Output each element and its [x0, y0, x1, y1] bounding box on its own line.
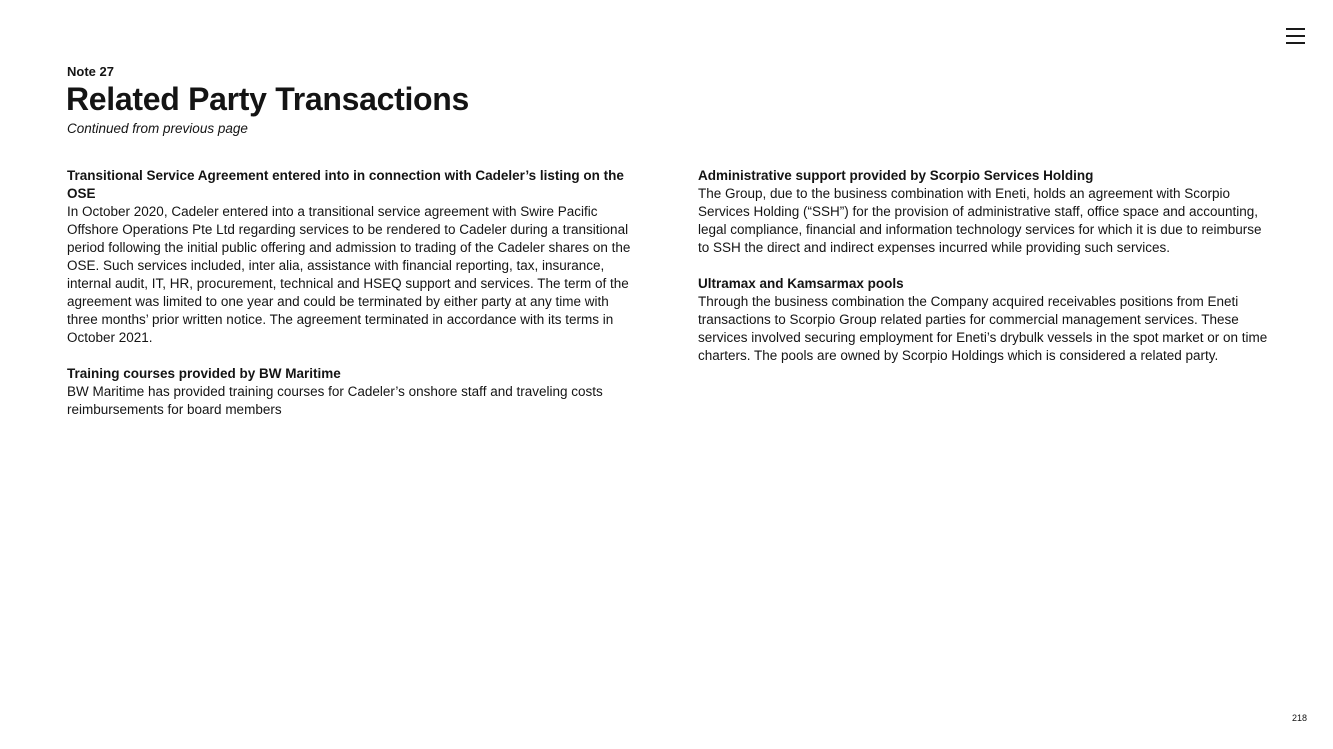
page-title: Related Party Transactions — [66, 81, 470, 117]
section-body: The Group, due to the business combination with Eneti, holds an agreement with Scorpio Services Holding (“SSH”) for the provision of administrative staff, office space and accounting, legal compliance, financial and information technology services for which it is due to reimburse to SSH the direct and indirect expenses incurred while providing such services. — [698, 186, 1262, 255]
section-heading: Transitional Service Agreement entered into in connection with Cadeler’s listing on the OSE — [67, 168, 624, 201]
hamburger-menu-icon[interactable] — [1286, 27, 1306, 45]
page-number: 218 — [1292, 713, 1308, 723]
section-ultramax-kamsarmax-pools — [698, 275, 1270, 365]
section-administrative-support — [698, 167, 1270, 257]
page-subtitle: Continued from previous page — [67, 121, 248, 136]
menu-line — [1286, 42, 1305, 44]
section-body: Through the business combination the Company acquired receivables positions from Eneti transactions to Scorpio Group related parties for commercial management services. These services involved securing employment for Eneti’s drybulk vessels in the spot market or on time charters. The pools are owned by Scorpio Holdings which is considered a related party. — [698, 294, 1268, 363]
section-heading: Ultramax and Kamsarmax pools — [698, 276, 904, 291]
menu-line — [1286, 35, 1305, 37]
note-label: Note 27 — [67, 64, 114, 79]
left-column — [67, 167, 639, 437]
section-transitional-service-agreement — [67, 167, 639, 347]
section-heading: Administrative support provided by Scorpio Services Holding — [698, 168, 1094, 183]
section-training-courses — [67, 365, 639, 419]
section-body: BW Maritime has provided training courses for Cadeler’s onshore staff and traveling costs reimbursements for board members — [67, 384, 603, 417]
section-heading: Training courses provided by BW Maritime — [67, 366, 341, 381]
right-column — [698, 167, 1270, 383]
section-body: In October 2020, Cadeler entered into a transitional service agreement with Swire Pacific Offshore Operations Pte Ltd regarding services to be rendered to Cadeler during a transitional period following the initial public offering and admission to trading of the Cadeler shares on the OSE. Such services included, inter alia, assistance with financial reporting, tax, insurance, internal audit, IT, HR, procurement, technical and HSEQ support and services. The term of the agreement was limited to one year and could be terminated by either party at any time with three months’ prior written notice. The agreement terminated in accordance with its terms in October 2021. — [67, 204, 631, 345]
menu-line — [1286, 28, 1305, 30]
